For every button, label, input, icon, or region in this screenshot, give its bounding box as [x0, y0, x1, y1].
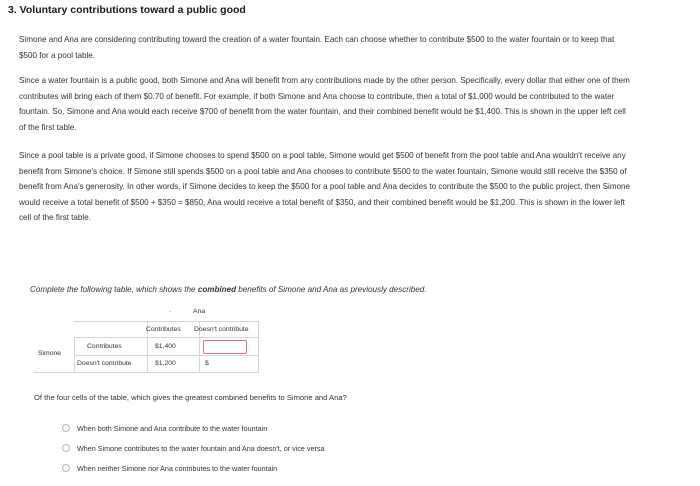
instruction-text-bold: combined — [197, 285, 237, 294]
question-text: Of the four cells of the table, which gives the greatest combined benefits to Simone and Ana? — [34, 393, 347, 402]
cell-input-simone-contributes-ana-doesnt[interactable] — [203, 340, 247, 354]
option-one-contributes[interactable] — [62, 438, 325, 458]
column-player-label: Ana — [193, 308, 206, 315]
table-line-top — [74, 321, 259, 322]
table-dash: - — [169, 308, 172, 315]
radio-button[interactable] — [62, 444, 70, 452]
cell-input-neither-contributes[interactable]: $ — [205, 360, 209, 367]
paragraph-intro: Simone and Ana are considering contributing toward the creation of a water fountain. Each can choose whether to contribute $500 to the water fountain or to keep that $500 for a pool table. — [19, 35, 615, 60]
cell-both-contribute: $1,400 — [155, 343, 176, 350]
option-neither-contributes[interactable] — [62, 458, 325, 478]
option-label: When Simone contributes to the water fountain and Ana doesn't, or vice versa — [77, 443, 325, 453]
col-header-doesnt-contribute: Doesn't contribute — [194, 326, 249, 333]
radio-button[interactable] — [62, 424, 70, 432]
answer-options — [62, 418, 325, 478]
table-line-right — [258, 321, 259, 373]
row-header-doesnt-contribute: Doesn't contribute — [77, 360, 132, 367]
payoff-table — [34, 305, 264, 375]
row-header-contributes: Contributes — [87, 343, 122, 350]
option-label: When neither Simone nor Ana contributes to the water fountain — [77, 463, 278, 473]
option-both-contribute[interactable] — [62, 418, 325, 438]
instruction-text-after: benefits of Simone and Ana as previously described. — [236, 285, 427, 294]
col-header-contributes: Contributes — [146, 326, 181, 333]
row-player-label: Simone — [38, 350, 62, 357]
table-line-header — [74, 337, 259, 338]
cell-simone-doesnt-ana-contributes: $1,200 — [155, 360, 176, 367]
table-line-left — [74, 337, 75, 373]
table-instruction — [30, 285, 427, 294]
instruction-text-before: Complete the following table, which shows the — [30, 285, 198, 294]
radio-button[interactable] — [62, 464, 70, 472]
table-line-middle — [74, 355, 259, 356]
paragraph-public-good: Since a water fountain is a public good, both Simone and Ana will benefit from any contributions made by the other person. Specifically, every dollar that either one of them contributes will bring each of them $0.70 of benefit. For example, if both Simone and Ana choose to contribute, then a total of $1,000 would be contributed to the water fountain. So, Simone and Ana would each receive $700 of benefit from the water fountain, and their combined benefit would be $1,400. This is shown in the upper left cell of the first table. — [19, 76, 630, 132]
problem-title: 3. Voluntary contributions toward a public good — [8, 4, 246, 16]
option-label: When both Simone and Ana contribute to the water fountain — [77, 423, 268, 433]
paragraph-private-good: Since a pool table is a private good, if Simone chooses to spend $500 on a pool table, Simone would get $500 of benefit from the pool table and Ana wouldn't receive any benefit from Simone's choice. If Simone still spends $500 on a pool table and Ana chooses to contribute $500 to the water fountain, Simone would still receive the $350 of benefit from Ana's generosity. In other words, if Simone decides to keep the $500 for a pool table and Ana decides to contribute the $500 to the public project, then Simone would receive a total benefit of $500 + $350 = $850, Ana would receive a total benefit of $350, and their combined benefit would be $1,200. This is shown in the lower left cell of the first table. — [19, 151, 631, 223]
